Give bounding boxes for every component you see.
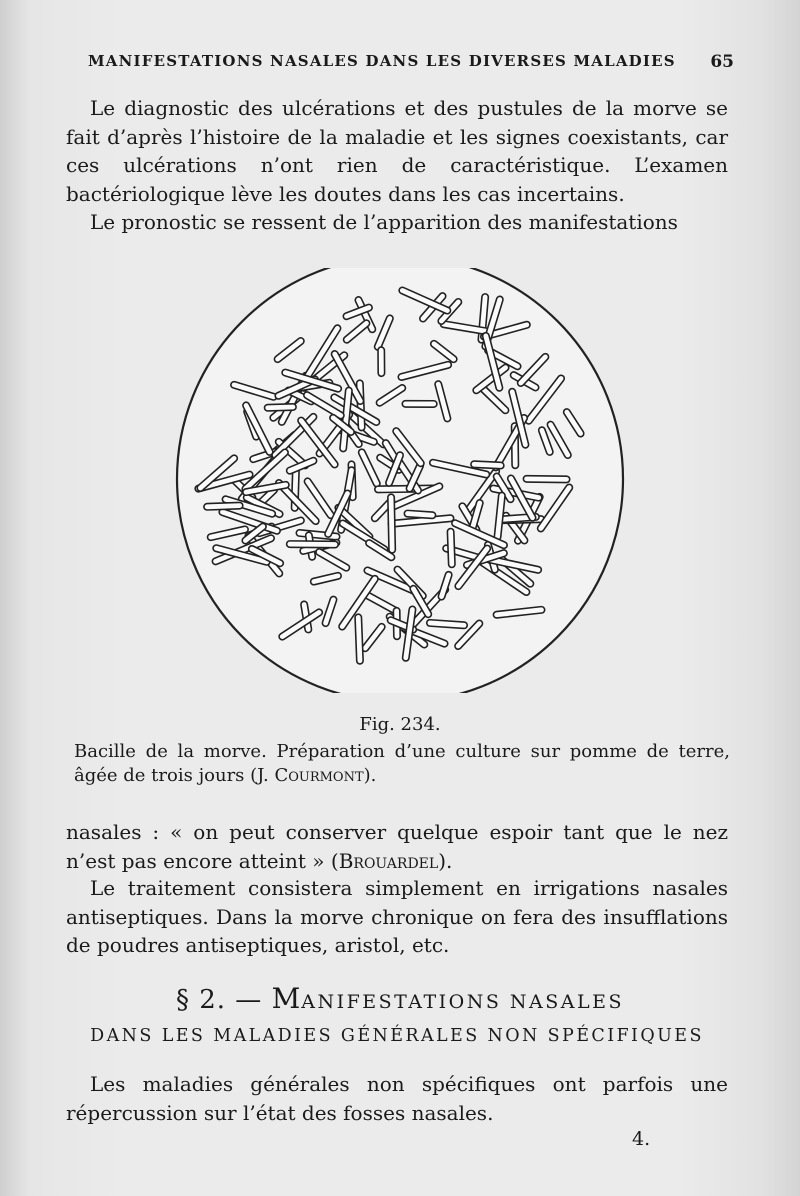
section-prefix: § 2. —	[175, 985, 272, 1015]
signature-mark: 4.	[632, 1128, 651, 1150]
bacillus-rod	[388, 494, 396, 553]
section-subtitle: DANS LES MALADIES GÉNÉRALES NON SPÉCIFIQUES	[90, 1026, 704, 1046]
paragraph-traitement: Le traitement consistera simplement en irrigations nasales antiseptiques. Dans la morve chronique on fera des insufflations de poudres antiseptiques, aristol, etc.	[66, 876, 728, 957]
bacillus-rod	[204, 502, 243, 510]
bacillus-rod	[447, 528, 455, 567]
bacillus-rod	[402, 401, 437, 408]
running-head	[88, 52, 734, 70]
quote-text: nasales : « on peut conserver quelque espoir tant que le nez n’est pas encore atteint » (	[66, 820, 728, 873]
microscope-figure	[170, 268, 630, 693]
bacillus-rod	[287, 541, 339, 548]
bacillus-rod	[471, 461, 504, 469]
section-title-rest: ANIFESTATIONS NASALES	[301, 991, 625, 1013]
bacillus-rod	[355, 614, 363, 664]
caption-text: Bacille de la morve. Préparation d’une culture sur pomme de terre, âgée de trois jours (J.	[74, 741, 730, 786]
bacillus-rod	[378, 347, 385, 376]
bacillus-rod	[264, 404, 296, 411]
bacillus-rod	[356, 380, 364, 431]
bacillus-rod	[404, 510, 436, 518]
paragraph-maladies: Les maladies générales non spécifiques ont parfois une répercussion sur l’état des fosses nasales.	[66, 1072, 728, 1125]
paragraph-quote	[66, 818, 728, 875]
quote-end: ).	[438, 848, 453, 873]
paragraph-diagnostic: Le diagnostic des ulcérations et des pustules de la morve se fait d’après l’histoire de la maladie et les signes coexistants, car ces ulcérations n’ont rien de caractéristique. L’examen bactériologique lève les doutes dans les cas incertains.	[66, 96, 728, 206]
caption-author: Courmont	[274, 765, 364, 786]
section-initial: M	[271, 982, 302, 1015]
bacilli-illustration	[170, 268, 630, 693]
bacillus-rod	[523, 476, 569, 483]
quote-author: Brouardel	[338, 848, 439, 873]
paragraph-pronostic: Le pronostic se ressent de l’apparition des manifestations	[90, 210, 678, 234]
figure-number: Fig. 234.	[359, 714, 441, 735]
section-title	[0, 982, 800, 1015]
caption-end: ).	[363, 765, 377, 786]
running-title: MANIFESTATIONS NASALES DANS LES DIVERSES MALADIES	[88, 52, 676, 70]
figure-caption	[74, 740, 730, 788]
page-number: 65	[710, 52, 734, 72]
